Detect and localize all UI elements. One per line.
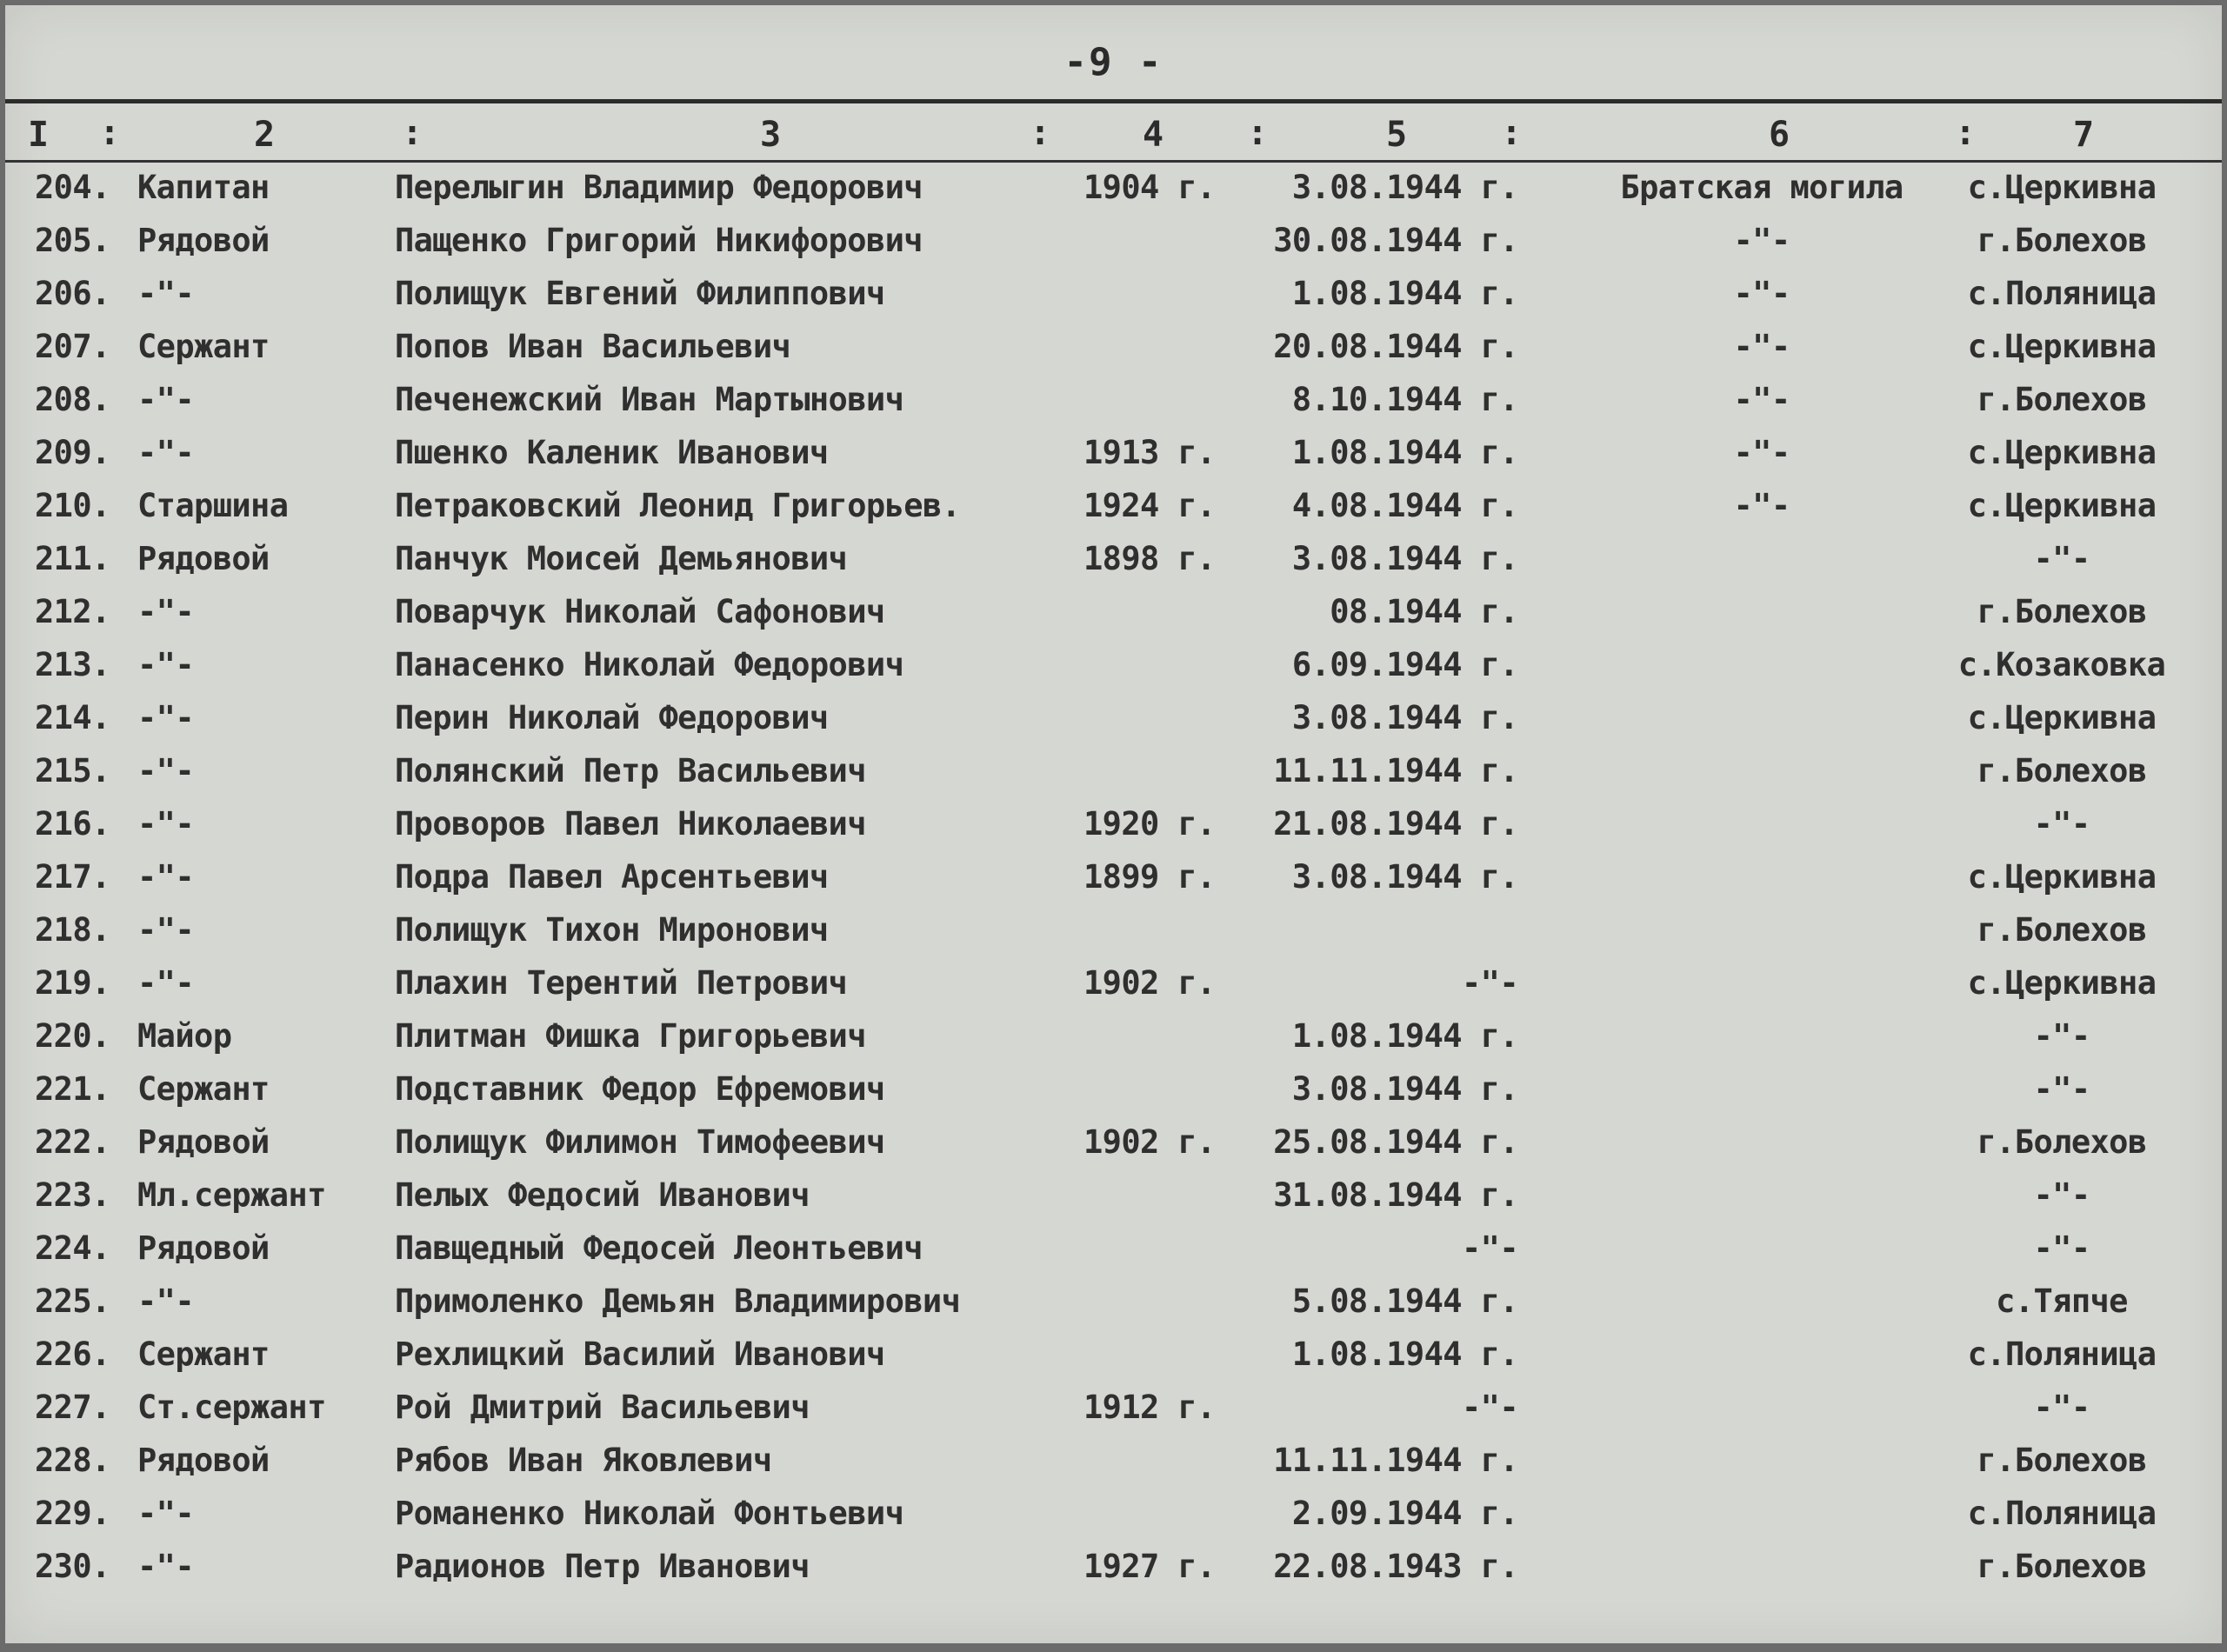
death-date: 3.08.1944 г. — [1291, 540, 1518, 577]
full-name: Перин Николай Федорович — [395, 699, 829, 736]
burial-type: -"- — [1733, 275, 1790, 312]
burial-place: с.Поляница — [1967, 1495, 2157, 1532]
header-separator: : — [1029, 113, 1051, 153]
burial-type: -"- — [1733, 222, 1790, 259]
burial-place: с.Поляница — [1967, 275, 2157, 312]
death-date: 1.08.1944 г. — [1291, 1017, 1518, 1055]
rank: Рядовой — [137, 1123, 270, 1161]
table-row — [5, 323, 2222, 376]
header-col-5: 5 — [1385, 115, 1408, 155]
row-number: 227. — [35, 1389, 110, 1426]
rank: Сержант — [137, 1070, 270, 1108]
rank: -"- — [137, 1548, 195, 1585]
death-date: 08.1944 г. — [1330, 593, 1518, 630]
full-name: Плитман Фишка Григорьевич — [395, 1017, 866, 1055]
burial-place: -"- — [2033, 1389, 2090, 1426]
birth-year: 1902 г. — [1083, 964, 1216, 1002]
rank: -"- — [137, 858, 195, 896]
birth-year: 1920 г. — [1083, 805, 1216, 843]
rank: Рядовой — [137, 222, 270, 259]
row-number: 216. — [35, 805, 110, 843]
table-row — [5, 588, 2222, 641]
rank: -"- — [137, 434, 195, 471]
header-col-6: 6 — [1768, 115, 1790, 155]
header-separator: : — [1246, 113, 1269, 153]
table-row — [5, 906, 2222, 959]
death-date: 31.08.1944 г. — [1273, 1176, 1518, 1214]
rank: Мл.сержант — [137, 1176, 326, 1214]
rank: Сержант — [137, 1336, 270, 1373]
row-number: 204. — [35, 169, 110, 206]
burial-place: г.Болехов — [1977, 222, 2147, 259]
full-name: Пелых Федосий Иванович — [395, 1176, 810, 1214]
table-row — [5, 1489, 2222, 1542]
death-date: 3.08.1944 г. — [1291, 858, 1518, 896]
header-top-rule — [5, 99, 2222, 103]
rank: -"- — [137, 699, 195, 736]
burial-type: -"- — [1733, 381, 1790, 418]
death-date: 20.08.1944 г. — [1273, 328, 1518, 365]
burial-place: -"- — [2033, 1017, 2090, 1055]
rank: -"- — [137, 805, 195, 843]
death-date: 1.08.1944 г. — [1291, 275, 1518, 312]
table-row — [5, 1542, 2222, 1595]
full-name: Радионов Петр Иванович — [395, 1548, 810, 1585]
rank: Рядовой — [137, 540, 270, 577]
table-row — [5, 1436, 2222, 1489]
rank: -"- — [137, 381, 195, 418]
full-name: Пшенко Каленик Иванович — [395, 434, 829, 471]
burial-place: с.Тяпче — [1996, 1282, 2128, 1320]
row-number: 223. — [35, 1176, 110, 1214]
table-row — [5, 429, 2222, 482]
burial-place: с.Церкивна — [1967, 328, 2157, 365]
birth-year: 1902 г. — [1083, 1123, 1216, 1161]
header-separator: : — [401, 113, 423, 153]
header-bottom-rule — [5, 160, 2222, 163]
table-row — [5, 1383, 2222, 1436]
full-name: Попов Иван Васильевич — [395, 328, 791, 365]
row-number: 217. — [35, 858, 110, 896]
row-number: 221. — [35, 1070, 110, 1108]
death-date: 1.08.1944 г. — [1291, 1336, 1518, 1373]
full-name: Перелыгин Владимир Федорович — [395, 169, 923, 206]
death-date: -"- — [1461, 1389, 1518, 1426]
row-number: 230. — [35, 1548, 110, 1585]
full-name: Плахин Терентий Петрович — [395, 964, 848, 1002]
burial-place: г.Болехов — [1977, 752, 2147, 789]
death-date: 21.08.1944 г. — [1273, 805, 1518, 843]
rank: Рядовой — [137, 1442, 270, 1479]
full-name: Павщедный Федосей Леонтьевич — [395, 1229, 923, 1267]
burial-place: с.Козаковка — [1957, 646, 2166, 683]
row-number: 215. — [35, 752, 110, 789]
row-number: 207. — [35, 328, 110, 365]
table-row — [5, 1012, 2222, 1065]
burial-place: -"- — [2033, 1229, 2090, 1267]
full-name: Полянский Петр Васильевич — [395, 752, 866, 789]
header-separator: : — [1500, 113, 1523, 153]
burial-place: г.Болехов — [1977, 593, 2147, 630]
full-name: Печенежский Иван Мартынович — [395, 381, 904, 418]
burial-place: -"- — [2033, 805, 2090, 843]
table-row — [5, 270, 2222, 323]
burial-type: Братская могила — [1620, 169, 1904, 206]
table-row — [5, 482, 2222, 535]
death-date: 3.08.1944 г. — [1291, 169, 1518, 206]
header-col-3: 3 — [759, 115, 782, 155]
full-name: Полищук Филимон Тимофеевич — [395, 1123, 885, 1161]
birth-year: 1899 г. — [1083, 858, 1216, 896]
full-name: Панасенко Николай Федорович — [395, 646, 904, 683]
full-name: Рехлицкий Василий Иванович — [395, 1336, 885, 1373]
burial-type: -"- — [1733, 434, 1790, 471]
page-number: -9 - — [1063, 40, 1164, 84]
rank: Рядовой — [137, 1229, 270, 1267]
row-number: 224. — [35, 1229, 110, 1267]
burial-place: -"- — [2033, 540, 2090, 577]
rank: Капитан — [137, 169, 270, 206]
row-number: 219. — [35, 964, 110, 1002]
full-name: Подставник Федор Ефремович — [395, 1070, 885, 1108]
burial-register-table — [5, 163, 2222, 1595]
death-date: 25.08.1944 г. — [1273, 1123, 1518, 1161]
burial-place: с.Церкивна — [1967, 169, 2157, 206]
rank: Старшина — [137, 487, 289, 524]
header-col-2: 2 — [253, 115, 276, 155]
full-name: Рой Дмитрий Васильевич — [395, 1389, 810, 1426]
rank: -"- — [137, 964, 195, 1002]
death-date: 3.08.1944 г. — [1291, 1070, 1518, 1108]
burial-place: с.Церкивна — [1967, 434, 2157, 471]
burial-place: с.Церкивна — [1967, 487, 2157, 524]
table-row — [5, 800, 2222, 853]
death-date: 22.08.1943 г. — [1273, 1548, 1518, 1585]
row-number: 212. — [35, 593, 110, 630]
burial-type: -"- — [1733, 328, 1790, 365]
table-row — [5, 1118, 2222, 1171]
rank: -"- — [137, 752, 195, 789]
birth-year: 1913 г. — [1083, 434, 1216, 471]
burial-place: г.Болехов — [1977, 381, 2147, 418]
table-row — [5, 1277, 2222, 1330]
full-name: Проворов Павел Николаевич — [395, 805, 866, 843]
full-name: Петраковский Леонид Григорьев. — [395, 487, 961, 524]
header-separator: : — [98, 113, 121, 153]
death-date: 11.11.1944 г. — [1273, 1442, 1518, 1479]
birth-year: 1927 г. — [1083, 1548, 1216, 1585]
burial-place: г.Болехов — [1977, 1548, 2147, 1585]
table-row — [5, 1171, 2222, 1224]
burial-place: г.Болехов — [1977, 1442, 2147, 1479]
death-date: 8.10.1944 г. — [1291, 381, 1518, 418]
table-row — [5, 1330, 2222, 1383]
rank: Ст.сержант — [137, 1389, 326, 1426]
row-number: 210. — [35, 487, 110, 524]
rank: -"- — [137, 1282, 195, 1320]
full-name: Полищук Евгений Филиппович — [395, 275, 885, 312]
table-row — [5, 959, 2222, 1012]
table-row — [5, 641, 2222, 694]
full-name: Полищук Тихон Миронович — [395, 911, 829, 949]
document-page — [5, 5, 2222, 1643]
death-date: -"- — [1461, 1229, 1518, 1267]
rank: Сержант — [137, 328, 270, 365]
birth-year: 1904 г. — [1083, 169, 1216, 206]
table-row — [5, 1224, 2222, 1277]
header-separator: : — [1954, 113, 1977, 153]
row-number: 211. — [35, 540, 110, 577]
burial-place: г.Болехов — [1977, 1123, 2147, 1161]
rank: -"- — [137, 911, 195, 949]
burial-place: с.Поляница — [1967, 1336, 2157, 1373]
full-name: Панчук Моисей Демьянович — [395, 540, 848, 577]
burial-place: -"- — [2033, 1176, 2090, 1214]
burial-place: с.Церкивна — [1967, 699, 2157, 736]
full-name: Поварчук Николай Сафонович — [395, 593, 885, 630]
table-row — [5, 535, 2222, 588]
burial-place: с.Церкивна — [1967, 858, 2157, 896]
death-date: 3.08.1944 г. — [1291, 699, 1518, 736]
full-name: Пащенко Григорий Никифорович — [395, 222, 923, 259]
rank: -"- — [137, 646, 195, 683]
row-number: 228. — [35, 1442, 110, 1479]
row-number: 229. — [35, 1495, 110, 1532]
full-name: Подра Павел Арсентьевич — [395, 858, 829, 896]
row-number: 225. — [35, 1282, 110, 1320]
table-row — [5, 376, 2222, 429]
birth-year: 1924 г. — [1083, 487, 1216, 524]
row-number: 214. — [35, 699, 110, 736]
table-row — [5, 747, 2222, 800]
full-name: Рябов Иван Яковлевич — [395, 1442, 772, 1479]
row-number: 218. — [35, 911, 110, 949]
row-number: 226. — [35, 1336, 110, 1373]
row-number: 209. — [35, 434, 110, 471]
birth-year: 1912 г. — [1083, 1389, 1216, 1426]
row-number: 220. — [35, 1017, 110, 1055]
table-row — [5, 1065, 2222, 1118]
death-date: 2.09.1944 г. — [1291, 1495, 1518, 1532]
table-row — [5, 216, 2222, 270]
row-number: 208. — [35, 381, 110, 418]
table-row — [5, 694, 2222, 747]
death-date: -"- — [1461, 964, 1518, 1002]
header-col-4: 4 — [1142, 115, 1164, 155]
header-col-7: 7 — [2072, 115, 2095, 155]
column-header-row — [5, 108, 2222, 158]
table-row — [5, 853, 2222, 906]
row-number: 213. — [35, 646, 110, 683]
row-number: 205. — [35, 222, 110, 259]
rank: Майор — [137, 1017, 232, 1055]
death-date: 1.08.1944 г. — [1291, 434, 1518, 471]
burial-place: г.Болехов — [1977, 911, 2147, 949]
header-col-1: I — [27, 115, 50, 155]
birth-year: 1898 г. — [1083, 540, 1216, 577]
full-name: Романенко Николай Фонтьевич — [395, 1495, 904, 1532]
rank: -"- — [137, 1495, 195, 1532]
death-date: 4.08.1944 г. — [1291, 487, 1518, 524]
death-date: 6.09.1944 г. — [1291, 646, 1518, 683]
burial-type: -"- — [1733, 487, 1790, 524]
rank: -"- — [137, 593, 195, 630]
death-date: 30.08.1944 г. — [1273, 222, 1518, 259]
row-number: 222. — [35, 1123, 110, 1161]
burial-place: -"- — [2033, 1070, 2090, 1108]
burial-place: с.Церкивна — [1967, 964, 2157, 1002]
death-date: 5.08.1944 г. — [1291, 1282, 1518, 1320]
row-number: 206. — [35, 275, 110, 312]
rank: -"- — [137, 275, 195, 312]
full-name: Примоленко Демьян Владимирович — [395, 1282, 961, 1320]
table-row — [5, 163, 2222, 216]
death-date: 11.11.1944 г. — [1273, 752, 1518, 789]
